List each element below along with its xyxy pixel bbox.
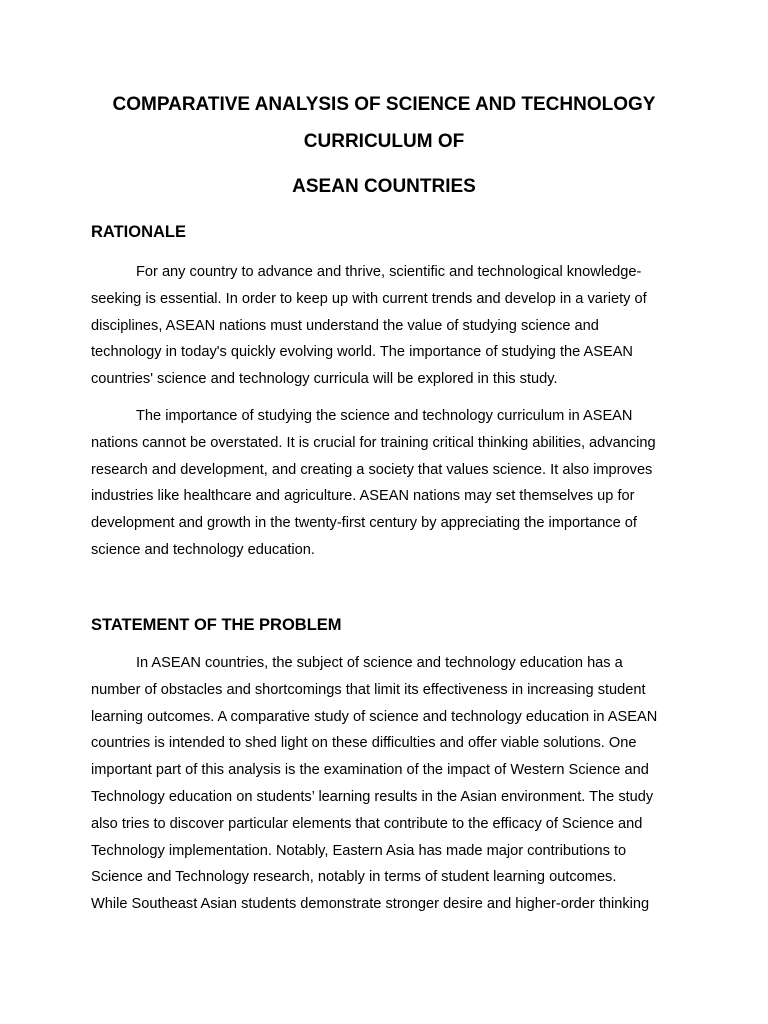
section-heading-rationale: RATIONALE (91, 223, 187, 241)
paragraph-line: While Southeast Asian students demonstrate stronger desire and higher-order thinking (91, 896, 650, 913)
document-title-line-1: COMPARATIVE ANALYSIS OF SCIENCE AND TECHNOLOGY (112, 94, 656, 115)
section-heading-statement-of-the-problem: STATEMENT OF THE PROBLEM (91, 616, 342, 634)
paragraph-line: Technology education on students’ learning results in the Asian environment. The study (91, 788, 654, 805)
paragraph-line: seeking is essential. In order to keep up with current trends and develop in a variety of (91, 290, 647, 307)
paragraph-line: disciplines, ASEAN nations must understand the value of studying science and (91, 317, 599, 334)
paragraph-line: learning outcomes. A comparative study of science and technology education in ASEAN (91, 708, 658, 725)
document-title-line-2: CURRICULUM OF (303, 131, 465, 152)
paragraph-line: countries' science and technology curricula will be explored in this study. (91, 371, 558, 388)
paragraph-line: development and growth in the twenty-first century by appreciating the importance of (91, 515, 637, 532)
rationale-paragraph-1 (91, 259, 691, 393)
paragraph-line: Science and Technology research, notably in terms of student learning outcomes. (91, 869, 617, 886)
statement-paragraph-1 (91, 650, 691, 918)
paragraph-line: industries like healthcare and agriculture. ASEAN nations may set themselves up for (91, 488, 635, 505)
paragraph-line: technology in today's quickly evolving world. The importance of studying the ASEAN (91, 344, 633, 361)
paragraph-line: science and technology education. (91, 541, 315, 558)
paragraph-line: also tries to discover particular elements that contribute to the efficacy of Science and (91, 815, 643, 832)
paragraph-line: countries is intended to shed light on these difficulties and offer viable solutions. One (91, 735, 637, 752)
paragraph-line: research and development, and creating a society that values science. It also improves (91, 461, 653, 478)
paragraph-line: In ASEAN countries, the subject of science and technology education has a (136, 655, 623, 671)
paragraph-line: Technology implementation. Notably, Eastern Asia has made major contributions to (91, 842, 627, 859)
document-title-line-3: ASEAN COUNTRIES (292, 176, 476, 197)
paragraph-line: nations cannot be overstated. It is crucial for training critical thinking abilities, advancing (91, 434, 656, 451)
paragraph-line: number of obstacles and shortcomings that limit its effectiveness in increasing student (91, 681, 646, 698)
paragraph-line: The importance of studying the science and technology curriculum in ASEAN (136, 408, 633, 424)
rationale-paragraph-2 (91, 403, 691, 564)
paragraph-line: For any country to advance and thrive, scientific and technological knowledge- (136, 264, 642, 280)
paragraph-line: important part of this analysis is the examination of the impact of Western Science and (91, 762, 649, 779)
